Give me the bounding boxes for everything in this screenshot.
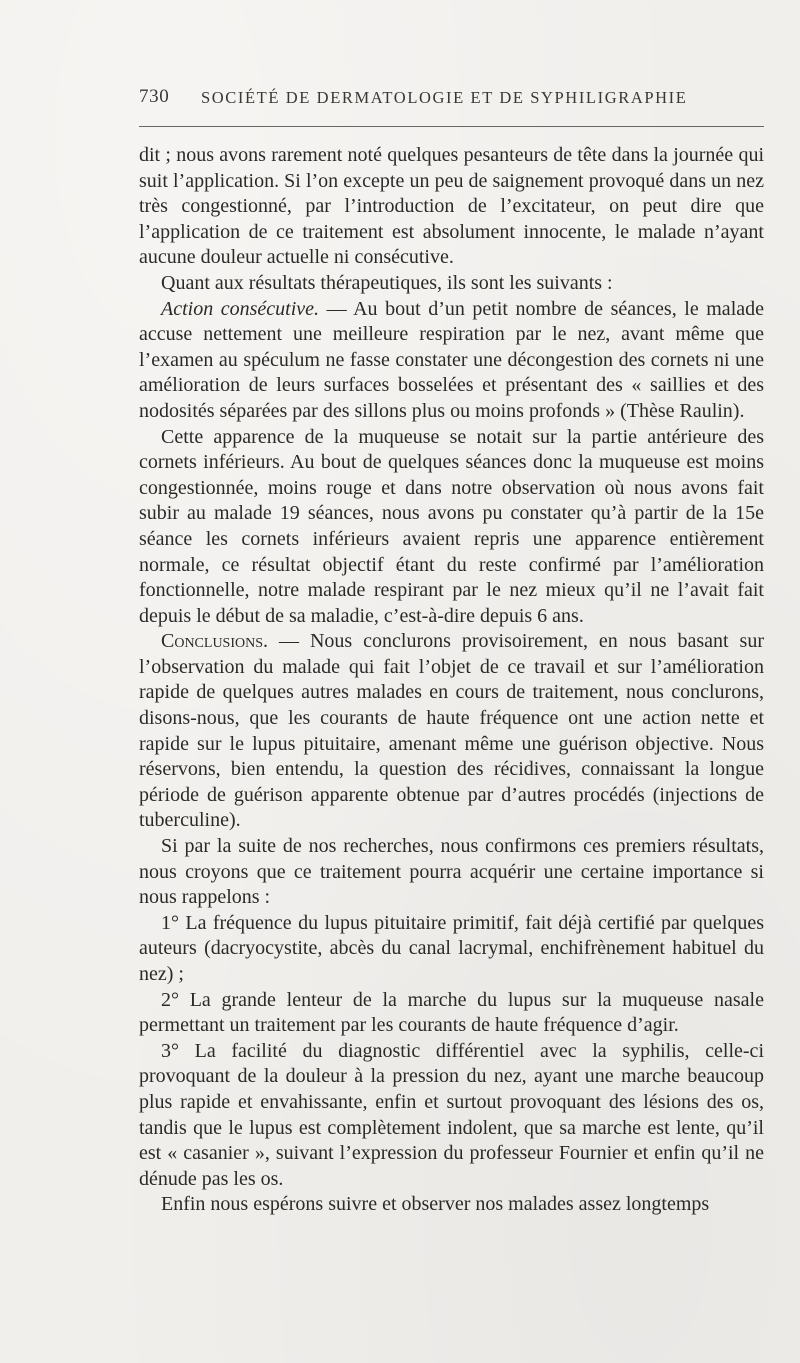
list-item-3: 3° La facilité du diagnostic différentiel avec la syphilis, celle-ci provoquant de la douleur à la pression du nez, ayant une marche beaucoup plus rapide et envahissante, enfin et surtout provoquant des lésions des os, tandis que le lupus est complètement indolent, que sa marche est lente, qu’il est « casanier », suivant l’expression du professeur Fournier et enfin qu’il ne dénude pas les os. [139, 1039, 764, 1190]
section-lead-action: Action consécutive. [161, 297, 320, 320]
paragraph-4: Cette apparence de la muqueuse se notait sur la partie antérieure des cornets inférieurs. Au bout de quelques séances donc la muqueuse est moins congestionnée, moins rouge et dans notre observation où nous avons fait subir au malade 19 séances, nous avons pu constater qu’à partir de la 15e séance les cornets inférieurs avaient repris une apparence entièrement normale, ce résultat objectif étant du reste confirmé par l’amélioration fonctionnelle, notre malade respirant par le nez mieux qu’il ne l’avait fait depuis le début de sa maladie, c’est-à-dire depuis 6 ans. [139, 425, 764, 627]
paragraph-last: Enfin nous espérons suivre et observer nos malades assez longtemps [161, 1193, 710, 1216]
list-item-1: 1° La fréquence du lupus pituitaire primitif, fait déjà certifié par quelques auteurs (dacryocystite, abcès du canal lacrymal, enchifrènement habituel du nez) ; [139, 911, 764, 985]
paragraph-conclusions: Conclusions. — Nous conclurons provisoirement, en nous basant sur l’observation du malade qui fait l’objet de ce travail et sur l’amélioration rapide de quelques autres malades en cours de traitement, nous conclurons, disons-nous, que les courants de haute fréquence ont une action nette et rapide sur le lupus pituitaire, amenant même une guérison objective. Nous réservons, bien entendu, la question des récidives, connaissant la longue période de guérison apparente obtenue par d’autres procédés (injections de tuberculine). [139, 630, 764, 832]
running-title: SOCIÉTÉ DE DERMATOLOGIE ET DE SYPHILIGRAPHIE [201, 88, 688, 107]
page-number: 730 [139, 86, 170, 107]
section-lead-conclusions: Conclusions. [161, 630, 269, 653]
list-item-2: 2° La grande lenteur de la marche du lupus sur la muqueuse nasale permettant un traitement par les courants de haute fréquence d’agir. [139, 988, 764, 1037]
page-header [139, 86, 764, 116]
body-text [139, 143, 764, 1218]
paragraph-2: Quant aux résultats thérapeutiques, ils sont les suivants : [161, 271, 613, 294]
paragraph-6: Si par la suite de nos recherches, nous confirmons ces premiers résultats, nous croyons que ce traitement pourra acquérir une certaine importance si nous rappelons : [139, 835, 764, 909]
paragraph-1: dit ; nous avons rarement noté quelques pesanteurs de tête dans la journée qui suit l’application. Si l’on excepte un peu de saignement provoqué dans un nez très congestionné, par l’introduction de l’excitateur, on peut dire que l’application de ce traitement est absolument innocente, le malade n’ayant aucune douleur actuelle ni consécutive. [139, 144, 764, 269]
header-rule [139, 126, 764, 127]
paragraph-action-consecutive: Action consécutive. — Au bout d’un petit nombre de séances, le malade accuse nettement une meilleure respiration par le nez, avant même que l’examen au spéculum ne fasse constater une décongestion des cornets ni une amélioration de leurs surfaces bosselées et présentant des « saillies et des nodosités séparées par des sillons plus ou moins profonds » (Thèse Raulin). [139, 297, 764, 422]
